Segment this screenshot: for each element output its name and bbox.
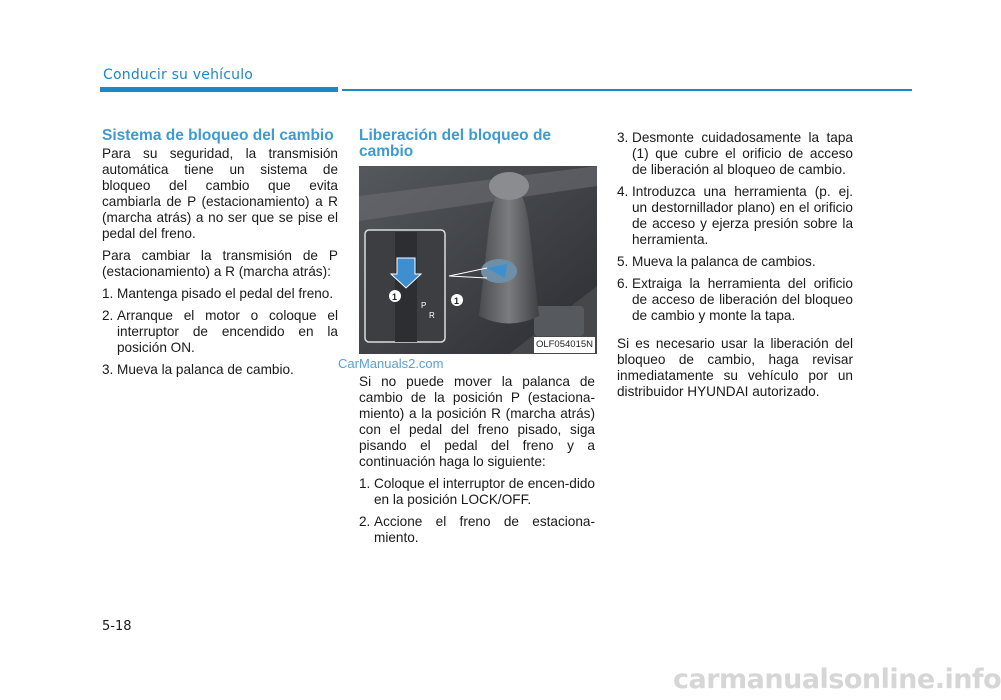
middle-paragraph-1: Si no puede mover la palanca de cambio de la posición P (estaciona-miento) a la posición R (marcha atrás) con el pedal del freno pisado, siga pisando el pedal del freno y a continuación haga lo siguiente:: [359, 374, 595, 469]
list-item: 3. Mueva la palanca de cambio.: [102, 362, 294, 377]
watermark-top: CarManuals2.com: [338, 356, 444, 371]
gear-r-label: R: [429, 311, 435, 320]
gear-p-label: P: [421, 301, 427, 310]
right-column: [617, 130, 853, 406]
left-column: [102, 128, 338, 384]
right-paragraph: Si es necesario usar la liberación del bloqueo de cambio, haga revisar inmediatamente su vehículo por un distribuidor HYUNDAI autorizado.: [617, 336, 853, 399]
list-item: 1. Mantenga pisado el pedal del freno.: [102, 286, 334, 301]
middle-column: [359, 128, 595, 552]
figure-code: OLF054015N: [534, 337, 595, 353]
header-rule-thick: [100, 87, 338, 92]
header-rule-thin: [342, 89, 912, 91]
section-header-title: Conducir su vehículo: [103, 67, 254, 83]
shift-lever-drawing: [359, 166, 597, 354]
page-number: 5-18: [102, 619, 132, 634]
callout-2-label: 1: [454, 296, 460, 306]
watermark-bottom: carmanualsonline.info: [673, 664, 1001, 695]
list-item: 5. Mueva la palanca de cambios.: [617, 254, 816, 269]
list-item: 2. Arranque el motor o coloque el interruptor de encendido en la posición ON.: [102, 308, 338, 355]
left-paragraph-2: Para cambiar la transmisión de P (estacionamiento) a R (marcha atrás):: [102, 248, 338, 279]
shift-lock-heading: Sistema de bloqueo del cambio: [102, 127, 334, 144]
list-item: 4. Introduzca una herramienta (p. ej. un destornillador plano) en el orificio de acceso y ejerza presión sobre la herramienta.: [617, 184, 853, 247]
list-item: 1. Coloque el interruptor de encen-dido en la posición LOCK/OFF.: [359, 476, 595, 507]
shift-lever-illustration: [359, 166, 597, 354]
list-item: 2. Accione el freno de estaciona-miento.: [359, 514, 595, 545]
list-item: 3. Desmonte cuidadosamente la tapa (1) que cubre el orificio de acceso de liberación al bloqueo de cambio.: [617, 130, 853, 177]
shift-lock-release-heading: Liberación del bloqueo de cambio: [359, 127, 552, 160]
callout-1-label: 1: [392, 292, 398, 302]
left-paragraph-1: Para su seguridad, la transmisión automática tiene un sistema de bloqueo del cambio que evita cambiarla de P (estacionamiento) a R (marcha atrás) a no ser que se pise el pedal del freno.: [102, 146, 338, 241]
list-item: 6. Extraiga la herramienta del orificio de acceso de liberación del bloqueo de cambio y monte la tapa.: [617, 276, 853, 323]
